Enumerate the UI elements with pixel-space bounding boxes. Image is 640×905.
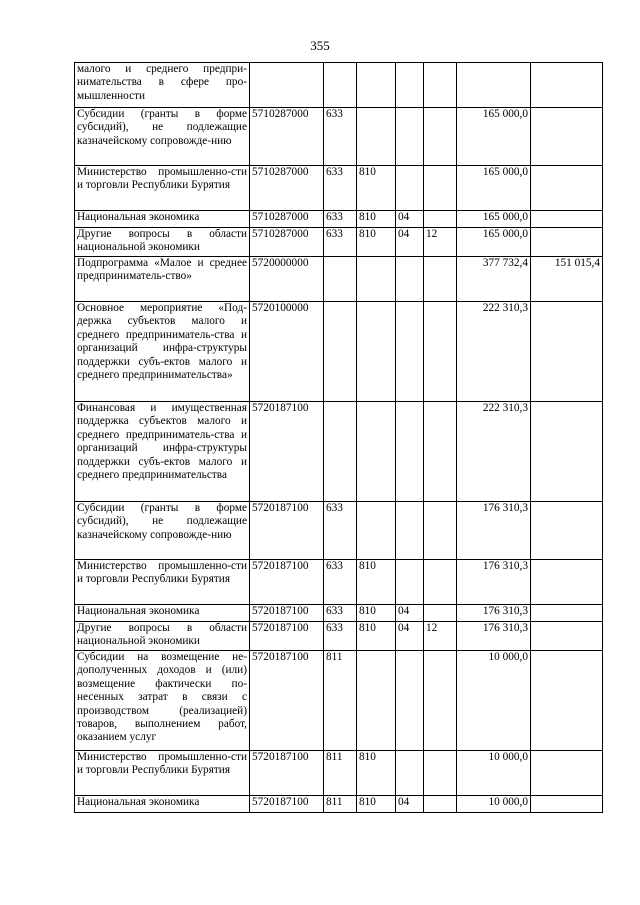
target-article-cell: 5720000000 (250, 257, 324, 302)
expense-type-cell (324, 302, 357, 402)
table-row (75, 560, 603, 605)
amount-extra-cell (531, 108, 603, 166)
ministry-code-cell: 810 (357, 228, 396, 257)
amount-extra-cell (531, 796, 603, 813)
amount-extra-cell (531, 651, 603, 751)
section-cell: 04 (396, 605, 424, 622)
amount-cell: 176 310,3 (457, 622, 531, 651)
table-row (75, 257, 603, 302)
section-cell (396, 302, 424, 402)
target-article-cell: 5720187100 (250, 751, 324, 796)
amount-extra-cell (531, 63, 603, 108)
section-cell: 04 (396, 211, 424, 228)
amount-cell: 176 310,3 (457, 560, 531, 605)
amount-extra-cell (531, 502, 603, 560)
section-cell (396, 63, 424, 108)
section-cell: 04 (396, 228, 424, 257)
expense-type-cell: 811 (324, 651, 357, 751)
ministry-code-cell (357, 651, 396, 751)
expense-type-cell: 633 (324, 622, 357, 651)
subsection-cell (424, 257, 457, 302)
row-name-cell: Министерство промышленно-сти и торговли Республики Бурятия (75, 751, 250, 796)
subsection-cell (424, 796, 457, 813)
amount-cell: 165 000,0 (457, 228, 531, 257)
ministry-code-cell: 810 (357, 796, 396, 813)
table-row (75, 211, 603, 228)
amount-cell: 176 310,3 (457, 605, 531, 622)
target-article-cell: 5710287000 (250, 108, 324, 166)
target-article-cell: 5720187100 (250, 605, 324, 622)
ministry-code-cell: 810 (357, 622, 396, 651)
amount-extra-cell (531, 751, 603, 796)
amount-extra-cell (531, 211, 603, 228)
amount-cell: 165 000,0 (457, 108, 531, 166)
target-article-cell: 5710287000 (250, 166, 324, 211)
row-name-cell: Национальная экономика (75, 605, 250, 622)
section-cell (396, 502, 424, 560)
row-name-cell: Субсидии на возмещение не-дополученных доходов и (или) возмещение фактически по-несенных затрат в связи с производством (реализацией) товаров, выполнением работ, оказанием услуг (75, 651, 250, 751)
table-row (75, 796, 603, 813)
table-row (75, 108, 603, 166)
amount-extra-cell (531, 302, 603, 402)
section-cell (396, 751, 424, 796)
target-article-cell: 5720100000 (250, 302, 324, 402)
budget-table (74, 62, 603, 813)
amount-cell: 165 000,0 (457, 166, 531, 211)
target-article-cell: 5720187100 (250, 402, 324, 502)
ministry-code-cell: 810 (357, 560, 396, 605)
budget-table-body (75, 63, 603, 813)
target-article-cell: 5710287000 (250, 211, 324, 228)
row-name-cell: Другие вопросы в области национальной экономики (75, 228, 250, 257)
ministry-code-cell: 810 (357, 751, 396, 796)
page-number: 355 (310, 38, 330, 53)
amount-cell: 222 310,3 (457, 402, 531, 502)
table-row (75, 302, 603, 402)
amount-cell: 222 310,3 (457, 302, 531, 402)
section-cell (396, 257, 424, 302)
row-name-cell: Основное мероприятие «Под-держка субъектов малого и среднего предприниматель-ства и организаций инфра-структуры поддержки субъ-ектов малого и среднего предпринимательства» (75, 302, 250, 402)
target-article-cell: 5720187100 (250, 502, 324, 560)
amount-extra-cell (531, 166, 603, 211)
row-name-cell: Национальная экономика (75, 211, 250, 228)
amount-extra-cell (531, 560, 603, 605)
row-name-cell: Министерство промышленно-сти и торговли Республики Бурятия (75, 166, 250, 211)
row-name-cell: Министерство промышленно-сти и торговли Республики Бурятия (75, 560, 250, 605)
ministry-code-cell (357, 302, 396, 402)
target-article-cell (250, 63, 324, 108)
ministry-code-cell (357, 257, 396, 302)
amount-extra-cell (531, 228, 603, 257)
table-row (75, 63, 603, 108)
ministry-code-cell: 810 (357, 605, 396, 622)
expense-type-cell (324, 257, 357, 302)
amount-extra-cell: 151 015,4 (531, 257, 603, 302)
section-cell (396, 651, 424, 751)
row-name-cell: малого и среднего предпри-нимательства в сфере про-мышленности (75, 63, 250, 108)
subsection-cell: 12 (424, 622, 457, 651)
subsection-cell (424, 560, 457, 605)
expense-type-cell: 633 (324, 605, 357, 622)
amount-extra-cell (531, 402, 603, 502)
subsection-cell (424, 605, 457, 622)
section-cell (396, 108, 424, 166)
subsection-cell (424, 502, 457, 560)
subsection-cell (424, 63, 457, 108)
target-article-cell: 5720187100 (250, 560, 324, 605)
expense-type-cell: 633 (324, 560, 357, 605)
subsection-cell (424, 166, 457, 211)
row-name-cell: Национальная экономика (75, 796, 250, 813)
expense-type-cell: 633 (324, 228, 357, 257)
row-name-cell: Подпрограмма «Малое и среднее предприниматель-ство» (75, 257, 250, 302)
subsection-cell (424, 651, 457, 751)
section-cell: 04 (396, 622, 424, 651)
amount-cell: 377 732,4 (457, 257, 531, 302)
expense-type-cell: 633 (324, 108, 357, 166)
expense-type-cell: 633 (324, 502, 357, 560)
subsection-cell: 12 (424, 228, 457, 257)
target-article-cell: 5720187100 (250, 651, 324, 751)
target-article-cell: 5710287000 (250, 228, 324, 257)
subsection-cell (424, 108, 457, 166)
table-row (75, 605, 603, 622)
ministry-code-cell (357, 108, 396, 166)
row-name-cell: Субсидии (гранты в форме субсидий), не подлежащие казначейскому сопровожде-нию (75, 108, 250, 166)
expense-type-cell (324, 63, 357, 108)
table-row (75, 228, 603, 257)
amount-cell: 176 310,3 (457, 502, 531, 560)
table-row (75, 651, 603, 751)
section-cell (396, 560, 424, 605)
amount-cell (457, 63, 531, 108)
amount-extra-cell (531, 605, 603, 622)
ministry-code-cell (357, 502, 396, 560)
row-name-cell: Субсидии (гранты в форме субсидий), не подлежащие казначейскому сопровожде-нию (75, 502, 250, 560)
table-row (75, 751, 603, 796)
amount-cell: 10 000,0 (457, 651, 531, 751)
expense-type-cell: 811 (324, 796, 357, 813)
ministry-code-cell (357, 402, 396, 502)
section-cell: 04 (396, 796, 424, 813)
target-article-cell: 5720187100 (250, 622, 324, 651)
subsection-cell (424, 402, 457, 502)
expense-type-cell: 633 (324, 211, 357, 228)
table-row (75, 502, 603, 560)
expense-type-cell (324, 402, 357, 502)
row-name-cell: Финансовая и имущественная поддержка субъектов малого и среднего предприниматель-ства и организаций инфра-структуры поддержки субъ-ектов малого и среднего предпринимательства (75, 402, 250, 502)
table-row (75, 166, 603, 211)
expense-type-cell: 633 (324, 166, 357, 211)
amount-extra-cell (531, 622, 603, 651)
ministry-code-cell: 810 (357, 211, 396, 228)
subsection-cell (424, 211, 457, 228)
amount-cell: 165 000,0 (457, 211, 531, 228)
row-name-cell: Другие вопросы в области национальной экономики (75, 622, 250, 651)
subsection-cell (424, 302, 457, 402)
amount-cell: 10 000,0 (457, 796, 531, 813)
target-article-cell: 5720187100 (250, 796, 324, 813)
table-row (75, 402, 603, 502)
amount-cell: 10 000,0 (457, 751, 531, 796)
ministry-code-cell: 810 (357, 166, 396, 211)
expense-type-cell: 811 (324, 751, 357, 796)
section-cell (396, 166, 424, 211)
table-row (75, 622, 603, 651)
ministry-code-cell (357, 63, 396, 108)
section-cell (396, 402, 424, 502)
subsection-cell (424, 751, 457, 796)
